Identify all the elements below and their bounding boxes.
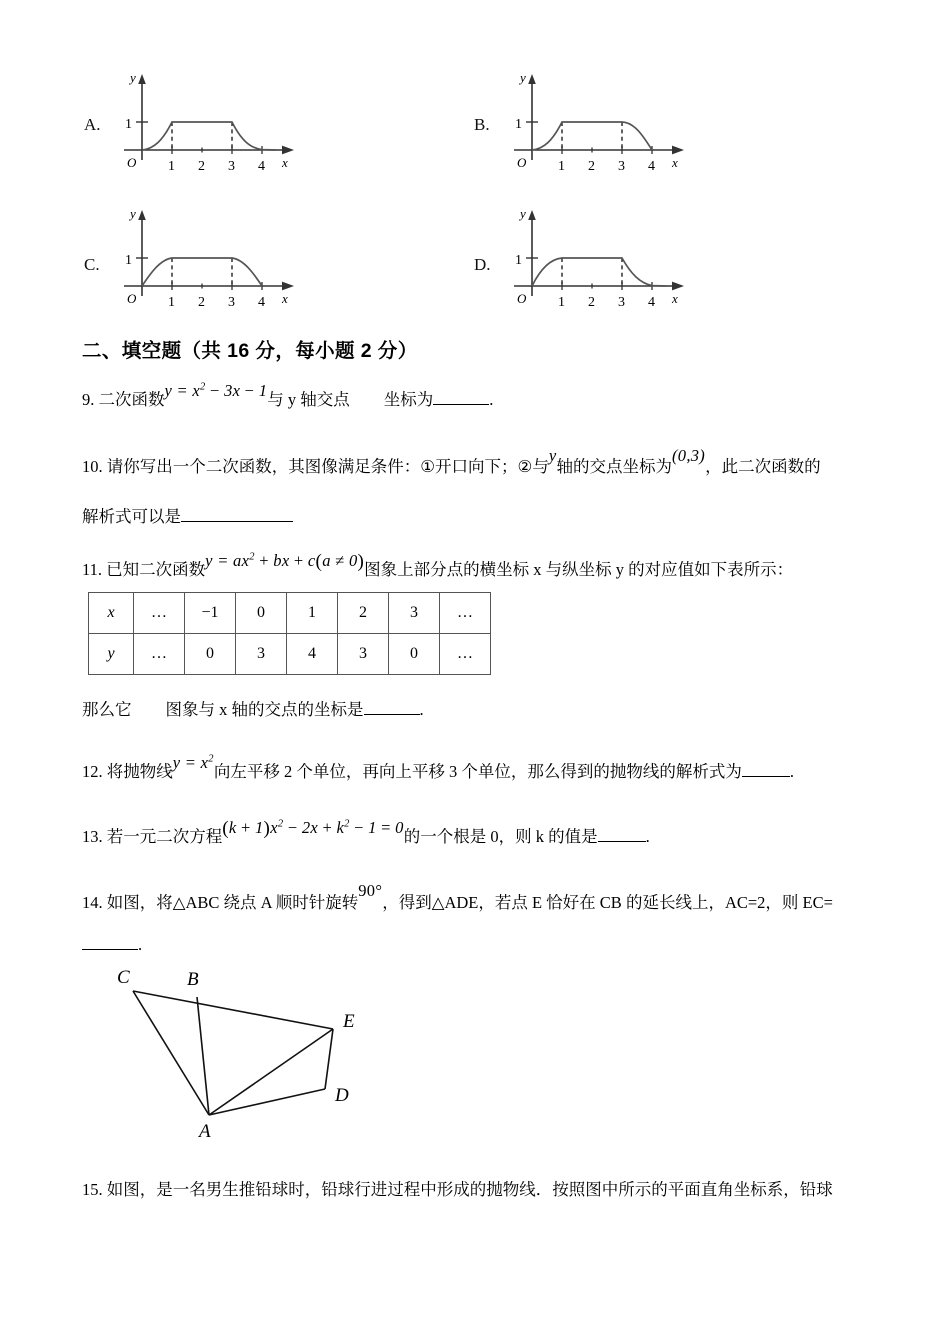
x-tick-1-a: 1 [168, 159, 175, 174]
x-tick-2-c: 2 [198, 295, 205, 310]
x-axis-label-d: x [672, 291, 678, 306]
question-11-number: 11. [82, 560, 103, 579]
question-13-end: . [645, 827, 650, 846]
x-tick-3-a: 3 [228, 159, 235, 174]
question-11-answer-blank[interactable] [364, 701, 420, 715]
x-tick-4-d: 4 [648, 295, 655, 310]
question-10-point: (0,3) [671, 446, 706, 465]
question-9-text-mid: 与 y 轴交点 [267, 390, 350, 409]
question-11-formula: $y = ax^2$ + bx + c(a ≠ 0) [205, 551, 365, 572]
x-tick-3-b: 3 [618, 159, 625, 174]
table-cell: 4 [287, 634, 338, 675]
y-tick-label-c: 1 [125, 253, 132, 268]
table-cell: 2 [338, 593, 389, 634]
question-14-angle: 90° [358, 881, 383, 900]
question-11-end: . [419, 700, 424, 719]
question-15-number: 15. [82, 1180, 103, 1199]
table-cell: … [440, 593, 491, 634]
question-15 [82, 1175, 833, 1205]
question-14-line2 [82, 930, 142, 960]
x-tick-1-d: 1 [558, 295, 565, 310]
x-tick-4-c: 4 [258, 295, 265, 310]
origin-label-c: O [127, 291, 137, 306]
x-tick-2-b: 2 [588, 159, 595, 174]
edge-A-E [209, 1029, 333, 1115]
question-9-answer-blank[interactable] [433, 391, 489, 405]
question-9-number: 9. [82, 390, 95, 409]
origin-label-a: O [127, 155, 137, 170]
edge-D-E [325, 1029, 333, 1089]
table-cell: −1 [185, 593, 236, 634]
table-cell: … [134, 634, 185, 675]
question-12-text-after: 向左平移 2 个单位，再向上平移 3 个单位，那么得到的抛物线的解析式为 [213, 762, 742, 781]
figure-edges [133, 991, 333, 1115]
question-10-number: 10. [82, 457, 103, 476]
question-11-after-table [82, 695, 424, 725]
question-10-line1 [82, 446, 821, 482]
question-10-answer-blank[interactable] [181, 508, 293, 522]
x-tick-3-d: 3 [618, 295, 625, 310]
table-cell: 3 [338, 634, 389, 675]
question-11-text-after: 图象上部分点的横坐标 x 与纵坐标 y 的对应值如下表所示： [364, 560, 794, 579]
vertex-label-B: B [187, 969, 199, 990]
question-12-formula: $y = x^2$ [172, 753, 214, 772]
choice-option-c [80, 200, 480, 315]
choice-option-b [470, 60, 870, 180]
table-row-x [89, 593, 491, 634]
choice-letter-c: C. [84, 255, 100, 274]
question-9-text-before: 二次函数 [98, 390, 165, 409]
question-9 [82, 381, 494, 415]
x-tick-2-d: 2 [588, 295, 595, 310]
origin-label-d: O [517, 291, 527, 306]
table-row-y [89, 634, 491, 675]
question-10-text-b: 轴的交点坐标为 [556, 457, 672, 476]
y-tick-label-d: 1 [515, 253, 522, 268]
table-cell: 0 [236, 593, 287, 634]
question-14-line1 [82, 881, 833, 918]
question-12-end: . [789, 762, 794, 781]
x-tick-4-a: 4 [258, 159, 265, 174]
choice-graph-a [110, 60, 330, 180]
question-14-text-b: ，得到△ADE，若点 E 恰好在 CB 的延长线上，AC=2，则 EC= [382, 893, 833, 912]
y-axis-label-c: y [130, 206, 136, 221]
choice-option-d [470, 200, 870, 315]
question-11 [82, 551, 794, 585]
table-cell: 3 [389, 593, 440, 634]
question-11-after-b: 图象与 x 轴的交点的坐标是 [165, 700, 364, 719]
table-cell: 0 [389, 634, 440, 675]
question-11-text-before: 已知二次函数 [106, 560, 206, 579]
vertex-label-D: D [335, 1085, 349, 1106]
question-12-number: 12. [82, 762, 103, 781]
choice-letter-b: B. [474, 115, 490, 134]
section-heading: 二、填空题（共 16 分，每小题 2 分） [82, 340, 418, 362]
y-axis-label-a: y [130, 70, 136, 85]
table-cell: 0 [185, 634, 236, 675]
question-13-answer-blank[interactable] [598, 828, 646, 842]
choice-graph-b [500, 60, 720, 180]
table-cell: … [440, 634, 491, 675]
question-10-text-c: ，此二次函数的 [705, 457, 821, 476]
x-tick-3-c: 3 [228, 295, 235, 310]
question-14-number: 14. [82, 893, 103, 912]
x-tick-1-b: 1 [558, 159, 565, 174]
question-11-after-a: 那么它 [82, 700, 132, 719]
question-12 [82, 753, 794, 787]
choice-graph-d [500, 200, 720, 315]
y-axis-label-b: y [520, 70, 526, 85]
x-tick-4-b: 4 [648, 159, 655, 174]
question-11-table [88, 592, 491, 675]
question-13 [82, 818, 650, 852]
question-14-text-a: 如图，将△ABC 绕点 A 顺时针旋转 [106, 893, 359, 912]
question-12-answer-blank[interactable] [742, 763, 790, 777]
choice-letter-a: A. [84, 115, 101, 134]
choice-graph-c [110, 200, 330, 315]
edge-C-E [133, 991, 333, 1029]
table-cell: … [134, 593, 185, 634]
question-15-text: 如图，是一名男生推铅球时，铅球行进过程中形成的抛物线．按照图中所示的平面直角坐标系，铅球 [106, 1180, 833, 1199]
vertex-label-E: E [343, 1011, 355, 1032]
x-tick-2-a: 2 [198, 159, 205, 174]
origin-label-b: O [517, 155, 527, 170]
y-tick-label-b: 1 [515, 117, 522, 132]
question-14-figure [105, 965, 395, 1140]
question-10-axis-var: y [548, 446, 557, 465]
vertex-label-C: C [117, 967, 130, 988]
x-axis-label-c: x [282, 291, 288, 306]
question-13-text-after: 的一个根是 0，则 k 的值是 [403, 827, 598, 846]
vertex-label-A: A [199, 1121, 211, 1140]
question-14-answer-blank[interactable] [82, 936, 138, 950]
question-9-text-after: 坐标为 [383, 390, 434, 409]
x-axis-label-b: x [672, 155, 678, 170]
question-9-end: . [489, 390, 494, 409]
table-header-y: y [89, 634, 134, 675]
question-10-text-a: 请你写出一个二次函数，其图像满足条件：①开口向下；②与 [106, 457, 549, 476]
question-12-text-before: 将抛物线 [106, 762, 173, 781]
y-axis-label-d: y [520, 206, 526, 221]
question-13-text-before: 若一元二次方程 [106, 827, 223, 846]
question-10-line2-text: 解析式可以是 [82, 507, 181, 526]
choice-letter-d: D. [474, 255, 491, 274]
choice-option-a [80, 60, 480, 180]
question-14-end: . [138, 935, 143, 954]
table-cell: 3 [236, 634, 287, 675]
question-13-formula: $(k + 1)x^2 - 2x + k^2 - 1 = 0$ [222, 818, 404, 839]
y-tick-label-a: 1 [125, 117, 132, 132]
table-cell: 1 [287, 593, 338, 634]
x-axis-label-a: x [282, 155, 288, 170]
question-13-number: 13. [82, 827, 103, 846]
question-10-line2 [82, 502, 293, 532]
question-9-formula: $y = x^2 - 3x - 1$ [164, 381, 268, 400]
table-header-x: x [89, 593, 134, 634]
x-tick-1-c: 1 [168, 295, 175, 310]
